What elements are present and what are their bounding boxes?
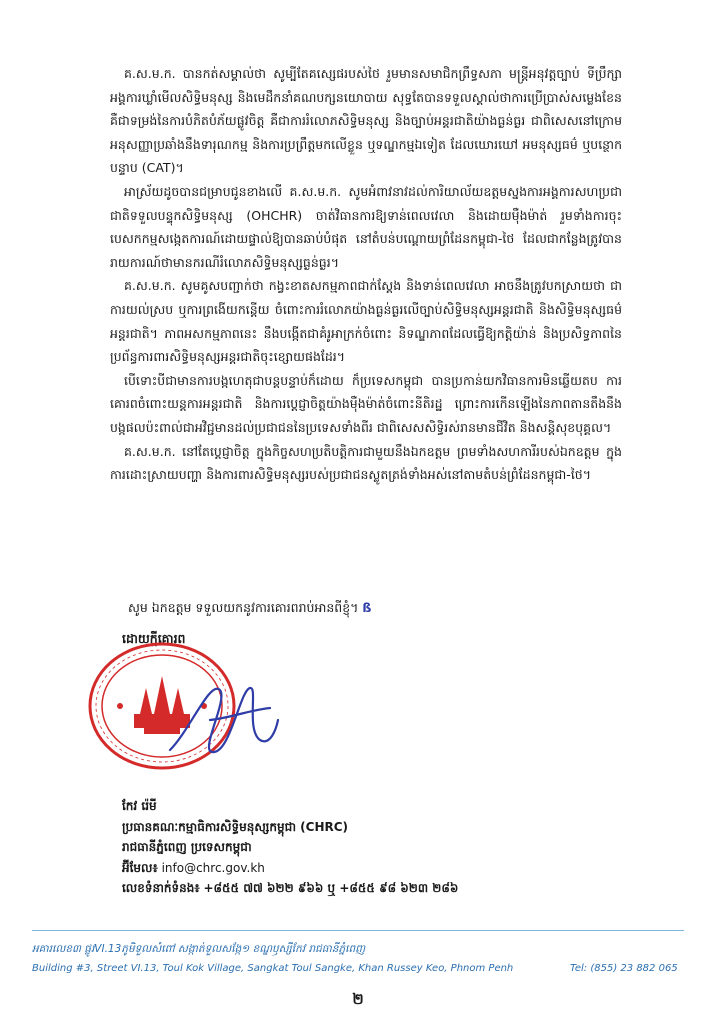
phone-label: លេខទំនាក់ទំនង៖ [122,881,200,895]
footer-telephone: Tel: (855) 23 882 065 [570,963,678,974]
footer-address-khmer: អគារលេខ៣ ផ្លូវVI.13ភូមិទួលសំពៅ សង្កាត់ទួលសង្កែ១ ខណ្ឌឫស្សីកែវ រាជធានីភ្នំពេញ [32,943,366,955]
signatory-block [122,796,458,899]
letter-body [110,62,622,487]
closing-text: សូម ឯកឧត្តម ទទួលយកនូវការគោរពរាប់អានពីខ្ញុំ។ [128,600,359,615]
paragraph-4: បើទោះបីជាមានការបង្កហេតុជាបន្តបន្ទាប់ក៏ដោយ ក៏ប្រទេសកម្ពុជា បានប្រកាន់យកវិធានការមិនឆ្លើយតប ការគោរពចំពោះយន្តការអន្តរជាតិ និងការប្តេជ្ញាចិត្តយ៉ាងម៉ឺងម៉ាត់ចំពោះនីតិរដ្ឋ ព្រោះការកើនឡើងនៃភាពតានតឹងនឹងបង្កផលប៉ះពាល់ជាអវិជ្ជមានដល់ប្រជាជននៃប្រទេសទាំងពីរ ជាពិសេសសិទ្ធិរស់រានមានជីវិត និងសន្តិសុខបុគ្គល។ [110,372,622,435]
paragraph-2: អាស្រ័យដូចបានជម្រាបជូនខាងលើ គ.ស.ម.ក. សូមអំពាវនាវដល់ការិយាល័យឧត្តមស្នងការអង្គការសហប្រជាជាតិទទួលបន្ទុកសិទ្ធិមនុស្ស (OHCHR) ចាត់វិធានការឱ្យទាន់ពេលវេលា និងដោយម៉ឺងម៉ាត់ រួមទាំងការចុះបេសកកម្មសង្កេតការណ៍ដោយផ្ទាល់ឱ្យបានឆាប់បំផុត នៅតំបន់បណ្តោយព្រំដែនកម្ពុជា-ថៃ ដែលជាកន្លែងត្រូវបានរាយការណ៍ថាមានករណីរំលោភសិទ្ធិមនុស្សធ្ងន់ធ្ងរ។ [110,183,622,270]
handwritten-signature [150,660,290,770]
paragraph-3: គ.ស.ម.ក. សូមគូសបញ្ជាក់ថា កង្វះខាតសកម្មភាពជាក់ស្តែង និងទាន់ពេលវេលា អាចនឹងត្រូវបកស្រាយថា ជាការយល់ស្រប ឬការព្រងើយកន្តើយ ចំពោះការរំលោភយ៉ាងធ្ងន់ធ្ងរលើច្បាប់សិទ្ធិមនុស្សអន្តរជាតិ និងសិទ្ធិមនុស្សធម៌អន្តរជាតិ។ ភាពអសកម្មភាពនេះ នឹងបង្កើតជាគំរូអាក្រក់ចំពោះ និទណ្ឌភាពដែលធ្វើឱ្យកត្តិយ៉ាន់ និងប្រសិទ្ធភាពនៃប្រព័ន្ធការពារសិទ្ធិមនុស្សអន្តរជាតិចុះខ្សោយផងដែរ។ [110,278,622,365]
footer-address-english: Building #3, Street VI.13, Toul Kok Village, Sangkat Toul Sangke, Khan Russey Keo, Phnom Penh [32,963,514,974]
page-number: ២ [352,990,364,1008]
email-line [122,858,458,879]
signatory-name: កែវ រ៉េមី [122,799,157,813]
signatory-title: ប្រធានគណៈកម្មាធិការសិទ្ធិមនុស្សកម្ពុជា (CHRC) [122,819,349,834]
phone-numbers: +៨៥៥ ៧៧ ៦២២ ៩៦៦ ឬ +៨៥៥ ៩៨ ៦២៣ ២៨៦ [203,881,459,895]
phone-line [122,878,458,899]
regards-text: ដោយក្តីគោរព [122,631,186,646]
closing-line [128,600,371,619]
paragraph-5: គ.ស.ម.ក. នៅតែប្តេជ្ញាចិត្ត ក្នុងកិច្ចសហប្រតិបត្តិការជាមួយនឹងឯកឧត្តម ព្រមទាំងសហការីរបស់ឯកឧត្តម ក្នុងការដោះស្រាយបញ្ហា និងការពារសិទ្ធិមនុស្សរបស់ប្រជាជនស្លូតត្រង់ទាំងអស់នៅតាមតំបន់ព្រំដែនកម្ពុជា-ថៃ។ [110,443,622,483]
paragraph-1: គ.ស.ម.ក. បានកត់សម្គាល់ថា សូម្បីតែគស្សេផរបស់ថៃ រួមមានសមាជិកព្រឹទ្ធសភា មន្ត្រីអនុវត្តច្បាប់ ទីប្រឹក្សាអង្គការឃ្លាំមើលសិទ្ធិមនុស្ស និងមេដឹកនាំគណបក្សនយោបាយ សុទ្ធតែបានទទួលស្គាល់ថាការប្រើប្រាស់សម្លេងខែន គឺជាទម្រង់នៃការបំភិតបំភ័យផ្លូវចិត្ត គឺជាការរំលោភសិទ្ធិមនុស្ស និងច្បាប់អន្តរជាតិយ៉ាងធ្ងន់ធ្ងរ ជាពិសេសនៅក្រោមអនុសញ្ញាប្រឆាំងនឹងទារុណកម្ម និងការប្រព្រឹត្តមកលើខ្លួន ឬទណ្ឌកម្មឯទៀត ដែលឃោរឃៅ អមនុស្សធម៌ ឬបន្ថោកបន្ទាប (CAT)។ [110,66,622,176]
closing-initial-mark: ß [362,600,372,615]
signatory-location: រាជធានីភ្នំពេញ ប្រទេសកម្ពុជា [122,840,252,854]
email-link[interactable]: info@chrc.gov.kh [161,860,265,875]
footer-divider [32,930,684,931]
email-label: អ៊ីមែល៖ [122,860,158,875]
